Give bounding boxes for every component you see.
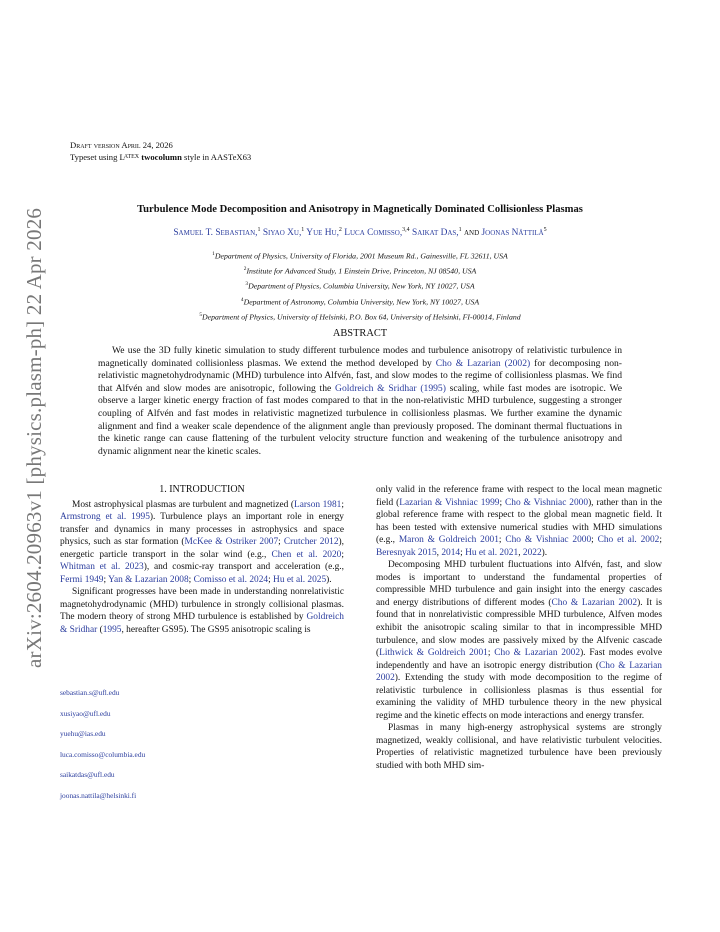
citation-link[interactable]: Cho & Lazarian (2002) — [435, 357, 531, 369]
citation-link[interactable]: Yan & Lazarian 2008 — [108, 574, 189, 585]
email-link[interactable]: yuehu@ias.edu — [60, 729, 106, 738]
author-affiliation-mark: 1 — [301, 227, 305, 233]
text-run: ; — [460, 547, 466, 558]
author-emails — [60, 683, 145, 806]
affiliation-text: Department of Physics, Columbia University, New York, NY 10027, USA — [248, 281, 475, 291]
paragraph — [60, 586, 344, 636]
affiliation-line — [70, 278, 650, 293]
text-run: only valid in the reference frame with respect to the local mean magnetic field ( — [376, 485, 662, 508]
email-link[interactable]: xusiyao@ufl.edu — [60, 708, 111, 718]
text-run: ; — [278, 537, 284, 548]
citation-link[interactable]: Cho & Lazarian 2002 — [551, 597, 638, 608]
affiliation-number: 1 — [212, 251, 215, 257]
email-link[interactable]: saikatdas@ufl.edu — [60, 770, 115, 779]
author-affiliation-mark: 1 — [257, 227, 261, 233]
citation-link[interactable]: Maron & Goldreich 2001 — [398, 535, 499, 546]
author-name[interactable]: Saikat Das, — [412, 228, 459, 239]
text-run: Significant progresses have been made in understanding nonrelativistic magnetohydrodynamic (MHD) turbulence in strongly collisional plasmas. The modern theory of strong MHD turbulence is established by — [60, 587, 344, 623]
citation-link[interactable]: Cho & Lazarian 2002 — [376, 660, 662, 684]
citation-link[interactable]: Lazarian & Vishniac 1999 — [399, 497, 500, 508]
text-run: ), rather than in the global reference frame with respect to the global mean magnetic field. It has been tested with extensive numerical studies with MHD simulations (e.g., — [376, 497, 662, 546]
text-run: ). Extending the study with mode decomposition to the regime of relativistic turbulence in collisionless plasmas is thus essential for examining the validity of MHD turbulence theory in the new physical regime and the kinetic effects on mode interactions and energy transfer. — [376, 673, 662, 721]
citation-link[interactable]: Crutcher 2012 — [283, 537, 339, 548]
citation-link[interactable]: Armstrong et al. 1995 — [60, 512, 150, 523]
affiliation-text: Institute for Advanced Study, 1 Einstein Drive, Princeton, NJ 08540, USA — [246, 266, 477, 276]
affiliation-number: 5 — [199, 311, 203, 318]
text-run: Most astrophysical plasmas are turbulent and magnetized ( — [72, 499, 295, 510]
text-run: ; — [188, 574, 194, 585]
text-run: Decomposing MHD turbulent fluctuations into Alfvén, fast, and slow modes is important to understand the fundamental properties of compressible MHD turbulence and gain insight into the energy cascades and energy distributions of different modes ( — [376, 560, 662, 608]
affiliation-text: Department of Astronomy, Columbia University, New York, NY 10027, USA — [243, 297, 480, 307]
text-run: ). — [326, 574, 332, 585]
email-link[interactable]: luca.comisso@columbia.edu — [60, 749, 146, 759]
author-list — [70, 227, 650, 238]
text-run: ; — [487, 648, 495, 659]
text-run: ; — [103, 574, 109, 585]
author-name[interactable]: Luca Comisso, — [344, 228, 403, 239]
text-run: ), and cosmic-ray transport and acceleration (e.g., — [143, 562, 344, 573]
citation-link[interactable]: Hu et al. 2025 — [273, 574, 327, 585]
paragraph — [376, 484, 662, 559]
citation-link[interactable]: 2022 — [522, 547, 542, 558]
citation-link[interactable]: Beresnyak 2015 — [376, 547, 437, 558]
citation-link[interactable]: Cho & Vishniac 2000 — [505, 497, 589, 508]
affiliation-text: Department of Physics, University of Florida, 2001 Museum Rd., Gainesville, FL 32611, USA — [214, 251, 508, 261]
citation-link[interactable]: 2014 — [441, 547, 461, 558]
affiliation-number: 4 — [240, 296, 244, 303]
author-affiliation-mark: 3,4 — [402, 227, 410, 233]
citation-link[interactable]: McKee & Ostriker 2007 — [184, 537, 279, 548]
text-run: ; — [341, 549, 344, 560]
author-affiliation-mark: 5 — [543, 227, 547, 233]
paragraph — [60, 499, 344, 587]
text-run: ). Turbulence plays an important role in energy transfer and dynamics in many processes in astrophysics and space physics, such as star formation ( — [60, 512, 344, 548]
arxiv-identifier: arXiv:2604.20963v1 [physics.plasm-ph] 22 Apr 2026 — [22, 207, 46, 668]
citation-link[interactable]: Comisso et al. 2024 — [193, 574, 269, 585]
text-run: ; — [268, 574, 274, 585]
affiliation-text: Department of Physics, University of Helsinki, P.O. Box 64, University of Helsinki, FI-00014, Finland — [202, 312, 521, 322]
citation-link[interactable]: Lithwick & Goldreich 2001 — [379, 648, 488, 659]
citation-link[interactable]: 1995 — [102, 625, 122, 636]
citation-link[interactable]: Goldreich & Sridhar — [60, 612, 344, 636]
text-run: ; — [341, 499, 344, 510]
citation-link[interactable]: Hu et al. 2021 — [465, 547, 519, 558]
author-name[interactable]: Yue Hu, — [306, 228, 339, 239]
text-run: , — [436, 547, 442, 558]
author-and: and — [461, 228, 482, 239]
paragraph — [376, 722, 662, 772]
email-link[interactable]: sebastian.s@ufl.edu — [60, 688, 120, 697]
author-name[interactable]: Samuel T. Sebastian, — [173, 228, 258, 239]
affiliation-line — [70, 294, 650, 309]
text-run: ; — [499, 497, 505, 508]
affiliation-line — [70, 309, 650, 324]
text-run: ( — [97, 625, 103, 636]
abstract-heading: ABSTRACT — [332, 328, 388, 339]
paper-header — [70, 139, 251, 163]
text-run: ). Fast modes evolve independently and have an isotropic energy distribution ( — [376, 648, 662, 671]
paragraph — [376, 559, 662, 722]
section-heading: 1. INTRODUCTION — [159, 484, 245, 495]
author-affiliation-mark: 2 — [338, 227, 342, 233]
text-run: ; — [498, 535, 506, 546]
affiliation-line — [70, 248, 650, 263]
citation-link[interactable]: Whitman et al. 2023 — [60, 562, 144, 573]
citation-link[interactable]: Cho & Lazarian 2002 — [494, 648, 581, 659]
text-run: ), energetic particle transport in the solar wind (e.g., — [60, 537, 344, 560]
text-run: ). — [541, 547, 548, 558]
author-name[interactable]: Siyao Xu, — [262, 228, 302, 239]
affiliation-line — [70, 263, 650, 278]
text-run: , — [518, 547, 523, 558]
abstract-body: We use the 3D fully kinetic simulation to study different turbulence modes and turbulence anisotropy of relativistic turbulence in magnetically dominated collisionless plasmas. We extend the method developed by Cho & Lazarian (2002) for decomposing non-relativistic magnetohydrodynamic (MHD) turbulence into Alfvén, fast, and slow modes to the regime of collisionless plasmas. We find that Alfvén and slow modes are anisotropic, following the Goldreich & Sridhar (1995) scaling, while fast modes are isotropic. We observe a larger kinetic energy fraction of fast modes compared to that in the non-relativistic MHD turbulence, suggesting a stronger coupling of Alfvén and fast modes in relativistic magnetized turbulence in collisionless plasmas. We further examine the dynamic alignment and find a weaker scale dependence of the alignment angle than previously proposed. The dominant thermal fluctuations in the kinetic range can cause flattening of the turbulent velocity structure function and weakening of the turbulence anisotropy and dynamic alignment near the kinetic scales. — [98, 345, 622, 457]
latex-logo: ATEX — [123, 154, 140, 160]
text-run: ; — [659, 535, 662, 546]
author-affiliation-mark: 1 — [458, 227, 462, 233]
text-run: Plasmas in many high-energy astrophysical systems are strongly magnetized, weakly collisional, and have relativistic turbulent velocities. Properties of relativistic magnetized turbulence have been previously studied with both MHD sim- — [376, 723, 662, 772]
text-run: , hereafter GS95). The GS95 anisotropic scaling is — [121, 625, 311, 636]
citation-link[interactable]: Fermi 1949 — [60, 574, 104, 585]
text-run: ; — [591, 535, 598, 546]
affiliation-number: 2 — [243, 266, 247, 273]
citation-link[interactable]: Cho & Vishniac 2000 — [505, 535, 592, 546]
citation-link[interactable]: Chen et al. 2020 — [271, 549, 342, 560]
citation-link[interactable]: Goldreich & Sridhar (1995) — [335, 382, 446, 394]
left-column — [60, 484, 344, 637]
citation-link[interactable]: Larson 1981 — [294, 499, 342, 510]
typeset-note: Typeset using $L^{ATEX}$ twocolumn style in AASTeX63 — [70, 152, 252, 162]
citation-link[interactable]: Cho et al. 2002 — [597, 535, 660, 546]
text-run: ). It is found that in nonrelativistic compressible MHD turbulence, Alfven modes exhibit the anisotropic scaling similar to that in incompressible MHD turbulence, and slow modes are passively mixed by the Alfvenic cascade ( — [376, 597, 662, 659]
paper-title: Turbulence Mode Decomposition and Anisotropy in Magnetically Dominated Collisionless Plasmas — [137, 204, 583, 215]
affiliations — [70, 248, 650, 324]
author-name[interactable]: Joonas Nättilä — [481, 228, 544, 239]
affiliation-number: 3 — [245, 281, 249, 288]
draft-version: Draft version April 24, 2026 — [70, 140, 173, 150]
right-column — [376, 484, 662, 773]
email-link[interactable]: joonas.nattila@helsinki.fi — [60, 790, 137, 800]
